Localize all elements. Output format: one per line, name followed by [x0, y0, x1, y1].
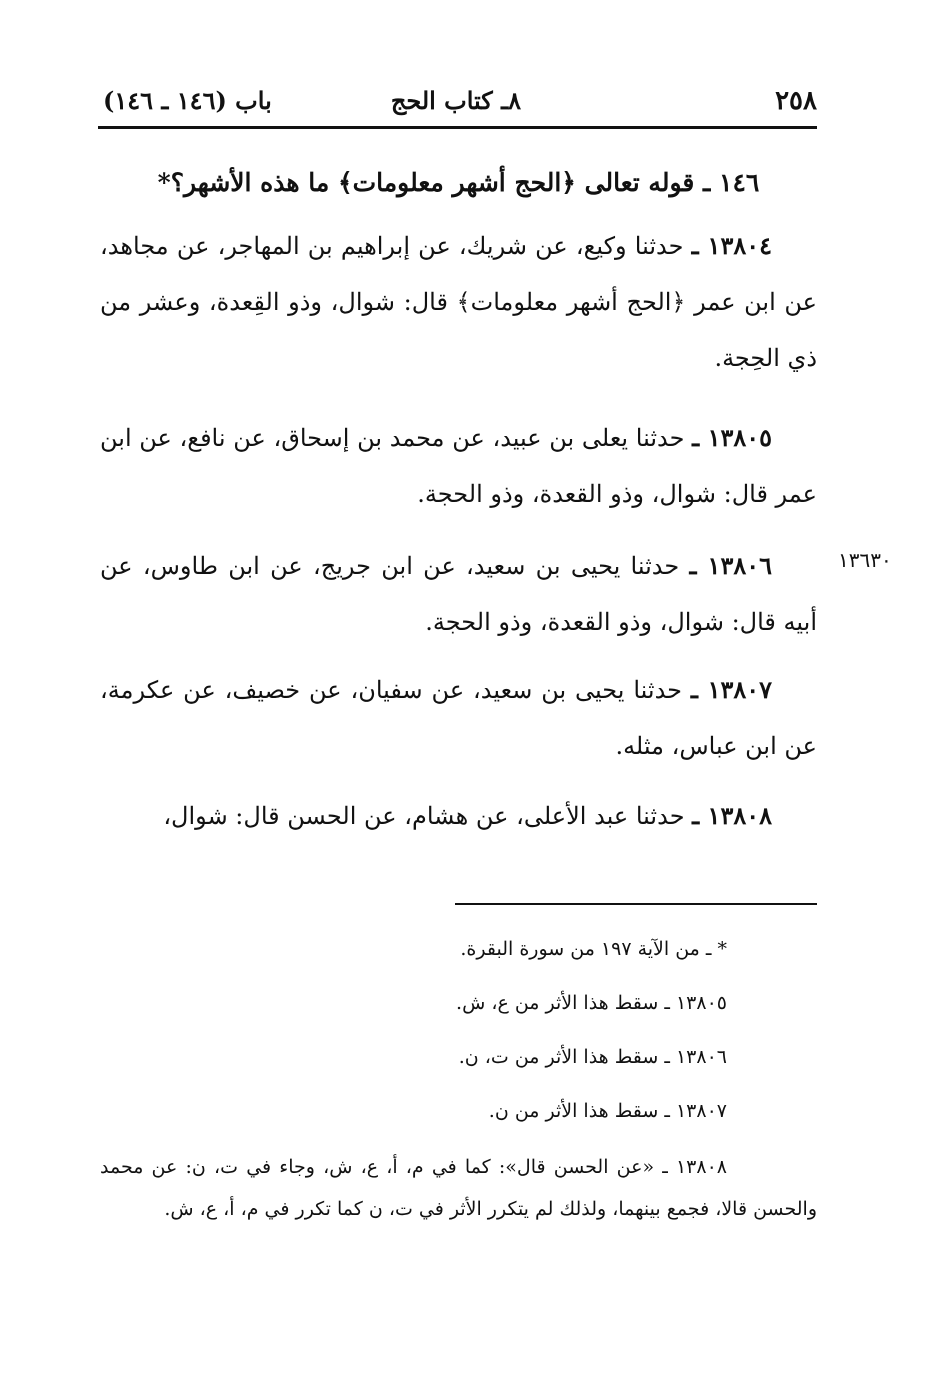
chapter-title: ١٤٦ ـ قوله تعالى ﴿الحج أشهر معلومات﴾ ما هذه الأشهر؟*	[157, 168, 760, 197]
hadith-text: حدثنا يحيى بن سعيد، عن سفيان، عن خصيف، عن عكرمة، عن ابن عباس، مثله.	[100, 676, 817, 760]
footnote-star	[100, 930, 817, 968]
footnote-rule	[455, 903, 817, 905]
hadith-number: ١٣٨٠٤ ـ	[691, 231, 772, 260]
hadith-text: حدثنا وكيع، عن شريك، عن إبراهيم بن المهاجر، عن مجاهد، عن ابن عمر ﴿الحج أشهر معلومات﴾ قال: شوال، وذو القِعدة، وعشر من ذي الحِجة.	[100, 232, 817, 372]
chapter-range: باب (١٤٦ ـ ١٤٦)	[103, 86, 272, 115]
hadith-text: حدثنا يحيى بن سعيد، عن ابن جريج، عن ابن طاوس، عن أبيه قال: شوال، وذو القعدة، وذو الحجة.	[100, 552, 817, 636]
hadith-13807	[100, 662, 817, 774]
footnote-13805	[100, 984, 817, 1022]
hadith-13805	[100, 410, 817, 522]
hadith-text: حدثنا يعلى بن عبيد، عن محمد بن إسحاق، عن نافع، عن ابن عمر قال: شوال، وذو القعدة، وذو الحجة.	[100, 424, 817, 508]
hadith-number: ١٣٨٠٨ ـ	[692, 801, 772, 830]
hadith-13806	[100, 538, 817, 650]
footnote-13806	[100, 1038, 817, 1076]
book-title: ٨ـ كتاب الحج	[390, 86, 521, 115]
footnote-text: ١٣٨٠٦ ـ سقط هذا الأثر من ت، ن.	[458, 1046, 727, 1068]
hadith-number: ١٣٨٠٦ ـ	[689, 551, 772, 580]
footnote-13807	[100, 1092, 817, 1130]
footnote-text: ١٣٨٠٥ ـ سقط هذا الأثر من ع، ش.	[456, 992, 727, 1014]
hadith-13804	[100, 218, 817, 386]
hadith-number: ١٣٨٠٥ ـ	[692, 423, 773, 452]
hadith-13808	[100, 788, 817, 844]
header-rule	[98, 126, 817, 129]
page-number: ٢٥٨	[775, 86, 817, 116]
footnote-text: * ـ من الآية ١٩٧ من سورة البقرة.	[460, 938, 727, 960]
running-header	[95, 84, 817, 124]
margin-number: ١٣٦٣٠	[838, 548, 892, 572]
footnote-text: ١٣٨٠٧ ـ سقط هذا الأثر من ن.	[488, 1100, 727, 1122]
footnote-text: ١٣٨٠٨ ـ «عن الحسن قال»: كما في م، أ، ع، ش، وجاء في ت، ن: عن محمد والحسن قالا، فجمع بينهما، ولذلك لم يتكرر الأثر في ت، ن كما تكرر في م، أ، ع، ش.	[100, 1156, 817, 1220]
hadith-number: ١٣٨٠٧ ـ	[690, 675, 773, 704]
hadith-text: حدثنا عبد الأعلى، عن هشام، عن الحسن قال: شوال،	[163, 802, 693, 830]
footnote-13808	[100, 1146, 817, 1230]
